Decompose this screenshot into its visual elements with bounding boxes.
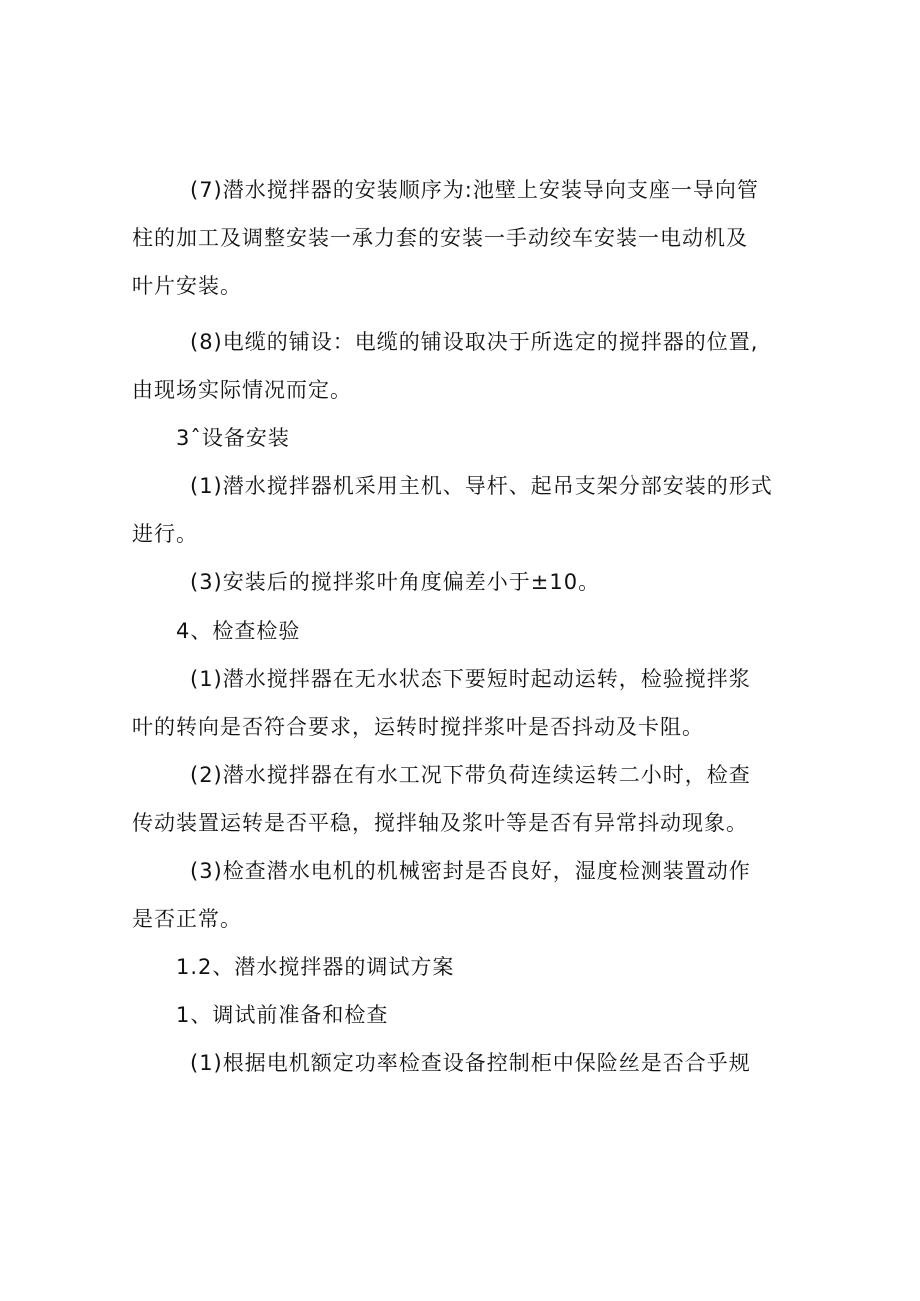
heading-line: 4、检查检验 <box>176 619 301 643</box>
text-line: (2)潜水搅拌器在有水工况下带负荷连续运转二小时，检查 <box>190 763 751 787</box>
heading-line: 1、调试前准备和检查 <box>176 1003 389 1027</box>
section-heading-equipment-install <box>132 414 812 462</box>
paragraph-1-dry-run <box>132 655 812 751</box>
section-heading-pre-debug-check <box>132 991 812 1039</box>
section-heading-debug-plan <box>132 943 812 991</box>
text-line: (8)电缆的铺设：电缆的铺设取决于所选定的搅拌器的位置, <box>190 330 759 354</box>
text-line: 叶的转向是否符合要求，运转时搅拌浆叶是否抖动及卡阻。 <box>132 715 704 739</box>
text-line: 叶片安装。 <box>132 274 242 298</box>
text-line: (1)潜水搅拌器在无水状态下要短时起动运转，检验搅拌浆 <box>190 667 751 691</box>
text-line: (1)根据电机额定功率检查设备控制柜中保险丝是否合乎规 <box>190 1051 751 1075</box>
paragraph-8-cable-laying <box>132 318 812 414</box>
text-line: (3)安装后的搅拌浆叶角度偏差小于±10。 <box>190 570 601 594</box>
text-line: 进行。 <box>132 522 198 546</box>
text-line: 是否正常。 <box>132 907 242 931</box>
section-heading-inspection <box>132 607 812 655</box>
paragraph-1-fuse-check <box>132 1039 812 1087</box>
text-line: (3)检查潜水电机的机械密封是否良好，湿度检测装置动作 <box>190 859 751 883</box>
text-line: (1)潜水搅拌器机采用主机、导杆、起吊支架分部安装的形式 <box>190 474 773 498</box>
heading-line: 3ˆ设备安装 <box>176 426 290 450</box>
text-line: (7)潜水搅拌器的安装顺序为:池壁上安装导向支座一导向管 <box>190 178 759 202</box>
text-line: 柱的加工及调整安装一承力套的安装一手动绞车安装一电动机及 <box>132 226 748 250</box>
paragraph-1-mixer-install <box>132 462 812 558</box>
paragraph-7-install-order <box>132 166 812 310</box>
paragraph-2-load-run <box>132 751 812 847</box>
heading-line: 1.2、潜水搅拌器的调试方案 <box>176 955 455 979</box>
paragraph-3-seal-check <box>132 847 812 943</box>
text-line: 由现场实际情况而定。 <box>132 378 352 402</box>
paragraph-3-blade-angle <box>132 558 812 606</box>
text-line: 传动装置运转是否平稳，搅拌轴及浆叶等是否有异常抖动现象。 <box>132 811 748 835</box>
